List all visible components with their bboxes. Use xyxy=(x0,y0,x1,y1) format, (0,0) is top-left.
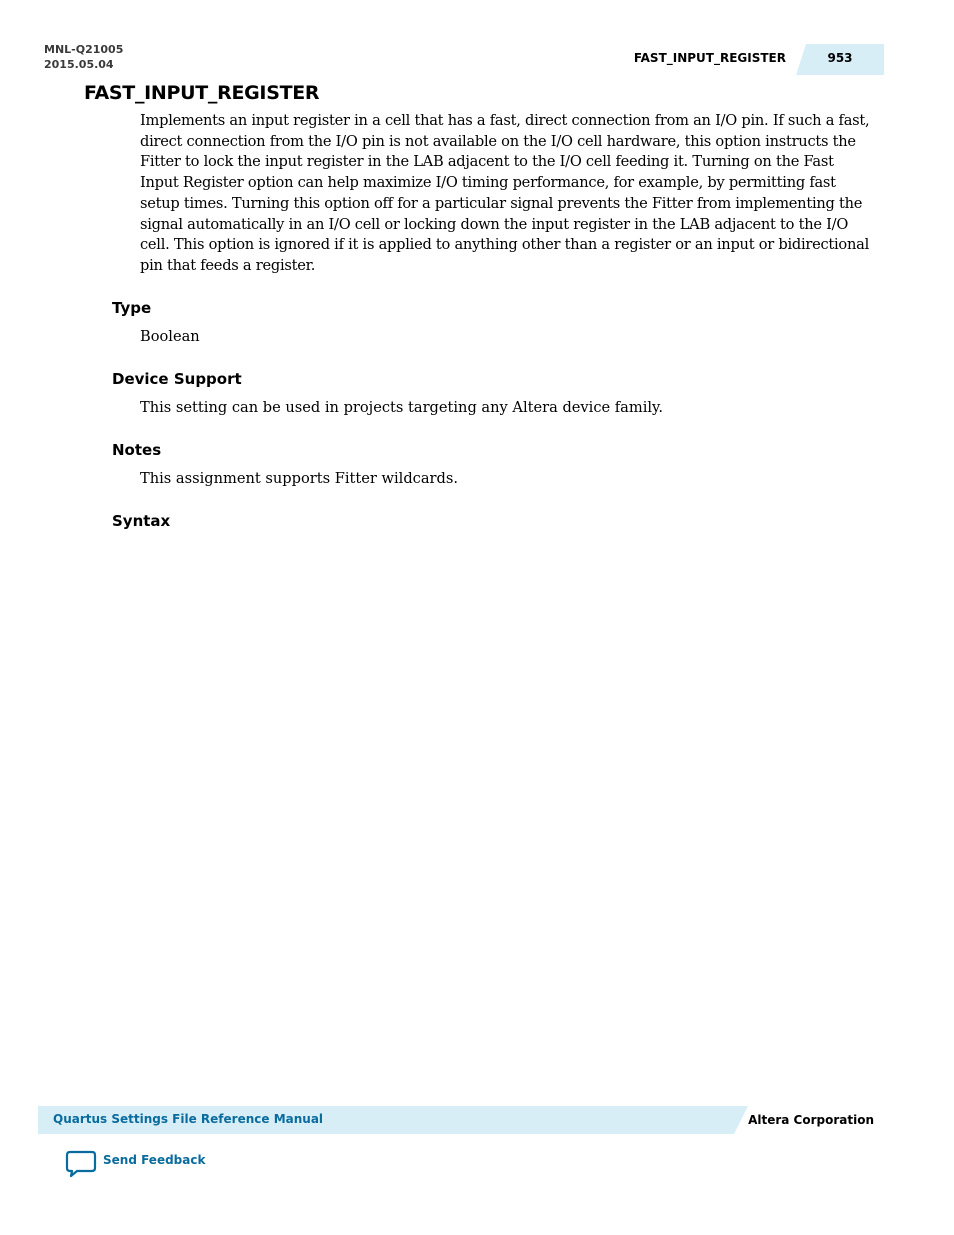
send-feedback-link[interactable]: Send Feedback xyxy=(103,1153,206,1167)
device-support-value: This setting can be used in projects targeting any Altera device family. xyxy=(140,399,664,416)
document-meta xyxy=(44,42,123,72)
type-value: Boolean xyxy=(140,328,200,345)
document-date: 2015.05.04 xyxy=(44,58,114,71)
speech-bubble-icon[interactable] xyxy=(65,1150,97,1178)
device-support-heading: Device Support xyxy=(112,370,242,388)
syntax-heading: Syntax xyxy=(112,512,171,530)
notes-value: This assignment supports Fitter wildcards. xyxy=(140,470,458,487)
manual-title-link[interactable]: Quartus Settings File Reference Manual xyxy=(53,1112,324,1126)
notes-heading: Notes xyxy=(112,441,162,459)
section-title: FAST_INPUT_REGISTER xyxy=(84,82,320,104)
document-id: MNL-Q21005 xyxy=(44,43,124,56)
running-header-title: FAST_INPUT_REGISTER xyxy=(633,51,786,65)
page-number: 953 xyxy=(827,51,853,65)
section-description: Implements an input register in a cell that has a fast, direct connection from an I/O pin. If such a fast, direct connection from the I/O pin is not available on the I/O cell hardware, this option instructs the Fitter to lock the input register in the LAB adjacent to the I/O cell feeding it. Turning on the Fast Input Register option can help maximize I/O timing performance, for example, by permitting fast setup times. Turning this option off for a particular signal prevents the Fitter from implementing the signal automatically in an I/O cell or locking down the input register in the LAB adjacent to the I/O cell. This option is ignored if it is applied to anything other than a register or an input or bidirectional pin that feeds a register. xyxy=(140,112,870,274)
company-name: Altera Corporation xyxy=(748,1113,874,1127)
type-heading: Type xyxy=(112,299,152,317)
